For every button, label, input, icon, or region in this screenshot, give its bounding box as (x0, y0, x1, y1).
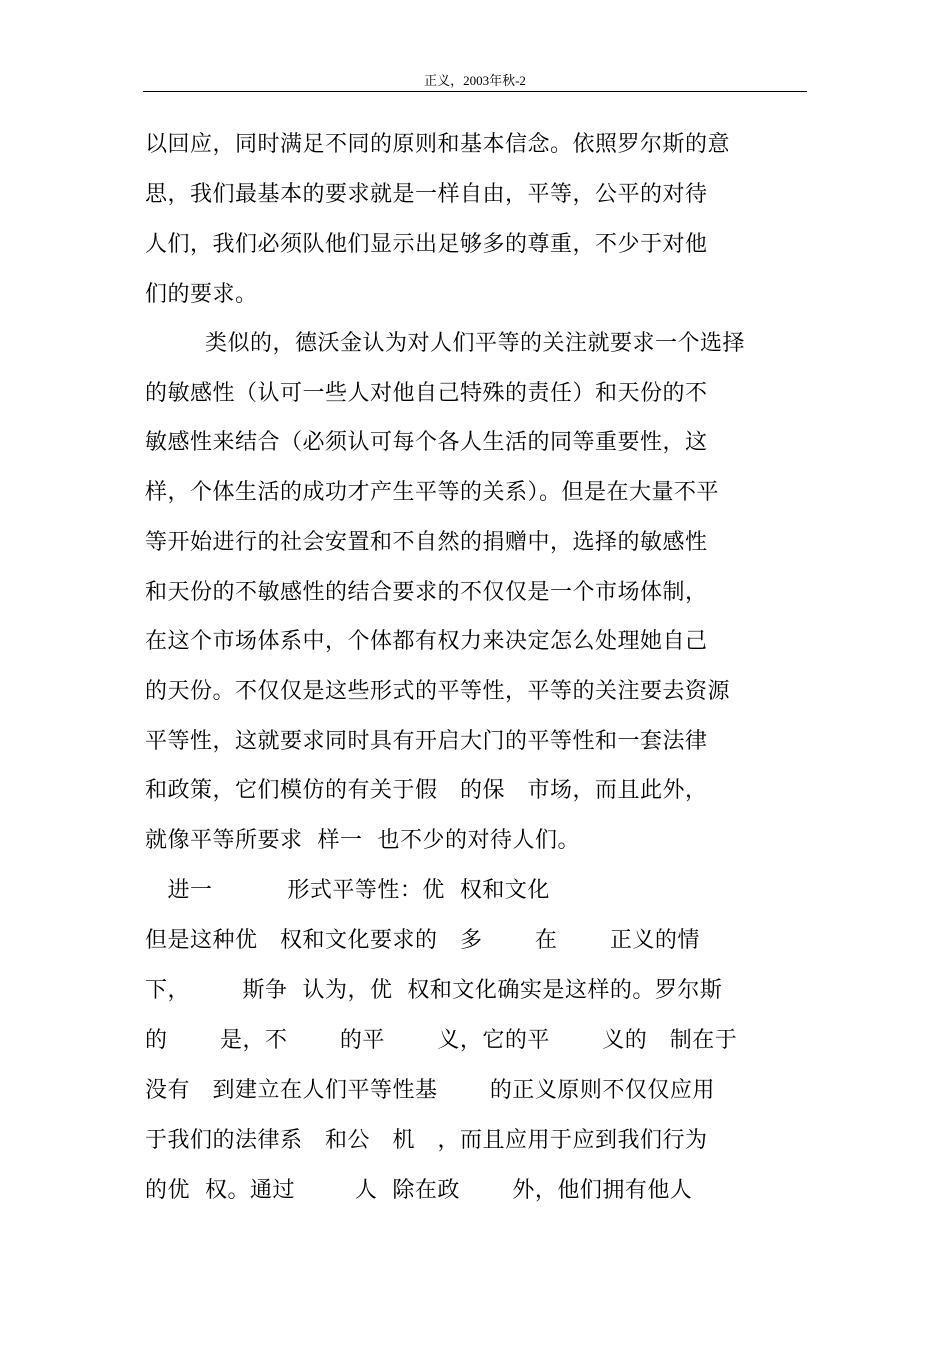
body-line: 没有 到建立在人们平等性基 的正义原则不仅仅应用 (145, 1078, 715, 1103)
body-line: 的 是，不 的平 义，它的平 义的 制在于 (145, 1028, 738, 1053)
body-line: 下， 斯争 认为，优 权和文化确实是这样的。罗尔斯 (145, 978, 723, 1003)
body-line: 平等性，这就要求同时具有开启大门的平等性和一套法律 (145, 729, 708, 754)
body-line: 们的要求。 (145, 282, 258, 307)
body-line: 思，我们最基本的要求就是一样自由，平等，公平的对待 (145, 182, 708, 207)
body-line: 的天份。不仅仅是这些形式的平等性，平等的关注要去资源 (145, 679, 731, 704)
header-rule (143, 91, 807, 92)
body-line: 就像平等所要求 样一 也不少的对待人们。 (145, 828, 580, 853)
body-line: 样，个体生活的成功才产生平等的关系）。但是在大量不平 (145, 480, 720, 505)
body-line: 和政策，它们模仿的有关于假 的保 市场，而且此外， (145, 778, 708, 803)
body-line: 以回应，同时满足不同的原则和基本信念。依照罗尔斯的意 (145, 132, 731, 157)
body-line: 人们，我们必须队他们显示出足够多的尊重，不少于对他 (145, 232, 708, 257)
body-line: 等开始进行的社会安置和不自然的捐赠中，选择的敏感性 (145, 530, 708, 555)
body-line: 于我们的法律系 和公 机 ，而且应用于应到我们行为 (145, 1128, 708, 1153)
body-line: 类似的，德沃金认为对人们平等的关注就要求一个选择 (145, 331, 745, 356)
body-line: 敏感性来结合（必须认可每个各人生活的同等重要性，这 (145, 430, 708, 455)
body-line: 在这个市场体系中，个体都有权力来决定怎么处理她自己 (145, 629, 708, 654)
body-line: 和天份的不敏感性的结合要求的不仅仅是一个市场体制， (145, 580, 708, 605)
body-line: 但是这种优 权和文化要求的 多 在 正义的情 (145, 928, 700, 953)
body-line: 的敏感性（认可一些人对他自己特殊的责任）和天份的不 (145, 381, 708, 406)
body-line: 的优 权。通过 人 除在政 外，他们拥有他人 (145, 1178, 693, 1203)
running-header: 正义，2003年秋-2 (424, 73, 526, 88)
section-heading: 进一 形式平等性：优 权和文化 (145, 878, 550, 903)
